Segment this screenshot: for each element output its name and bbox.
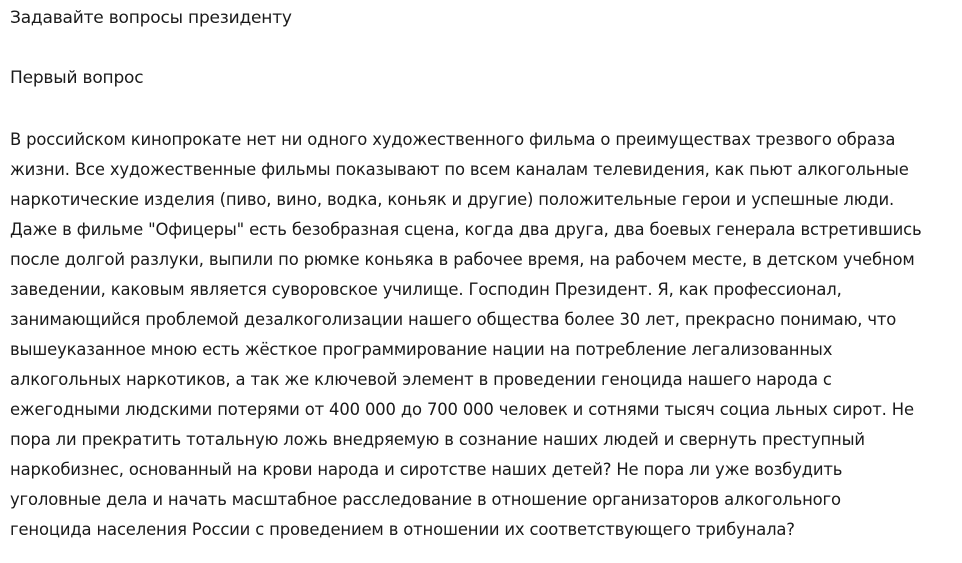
paragraph-line: жизни. Все художественные фильмы показывают по всем каналам телевидения, как пьют алкогольные <box>10 160 909 179</box>
question-heading: Первый вопрос <box>10 68 144 88</box>
page-title: Задавайте вопросы президенту <box>10 8 292 28</box>
paragraph-line: наркобизнес, основанный на крови народа и сиротстве наших детей? Не пора ли уже возбудить <box>10 460 843 479</box>
paragraph-line: уголовные дела и начать масштабное расследование в отношение организаторов алкогольного <box>10 490 841 509</box>
paragraph-line: занимающийся проблемой дезалкоголизации нашего общества более 30 лет, прекрасно понимаю, что <box>10 310 897 329</box>
paragraph-line: Даже в фильме "Офицеры" есть безобразная сцена, когда два друга, два боевых генерала встретившись <box>10 220 922 239</box>
paragraph-line: ежегодными людскими потерями от 400 000 до 700 000 человек и сотнями тысяч социа льных сирот. Не <box>10 400 914 419</box>
paragraph-line: наркотические изделия (пиво, вино, водка, коньяк и другие) положительные герои и успешные люди. <box>10 190 895 209</box>
paragraph-line: геноцида населения России с проведением в отношении их соответствующего трибунала? <box>10 520 795 539</box>
paragraph-line: после долгой разлуки, выпили по рюмке коньяка в рабочее время, на рабочем месте, в детском учебном <box>10 250 915 269</box>
paragraph-line: вышеуказанное мною есть жёсткое программирование нации на потребление легализованных <box>10 340 833 359</box>
paragraph-line: заведении, каковым является суворовское училище. Господин Президент. Я, как профессионал, <box>10 280 842 299</box>
question-paragraph <box>10 125 922 545</box>
paragraph-line: В российском кинопрокате нет ни одного художественного фильма о преимуществах трезвого образа <box>10 130 896 149</box>
paragraph-line: алкогольных наркотиков, а так же ключевой элемент в проведении геноцида нашего народа с <box>10 370 832 389</box>
paragraph-line: пора ли прекратить тотальную ложь внедряемую в сознание наших людей и свернуть преступный <box>10 430 865 449</box>
